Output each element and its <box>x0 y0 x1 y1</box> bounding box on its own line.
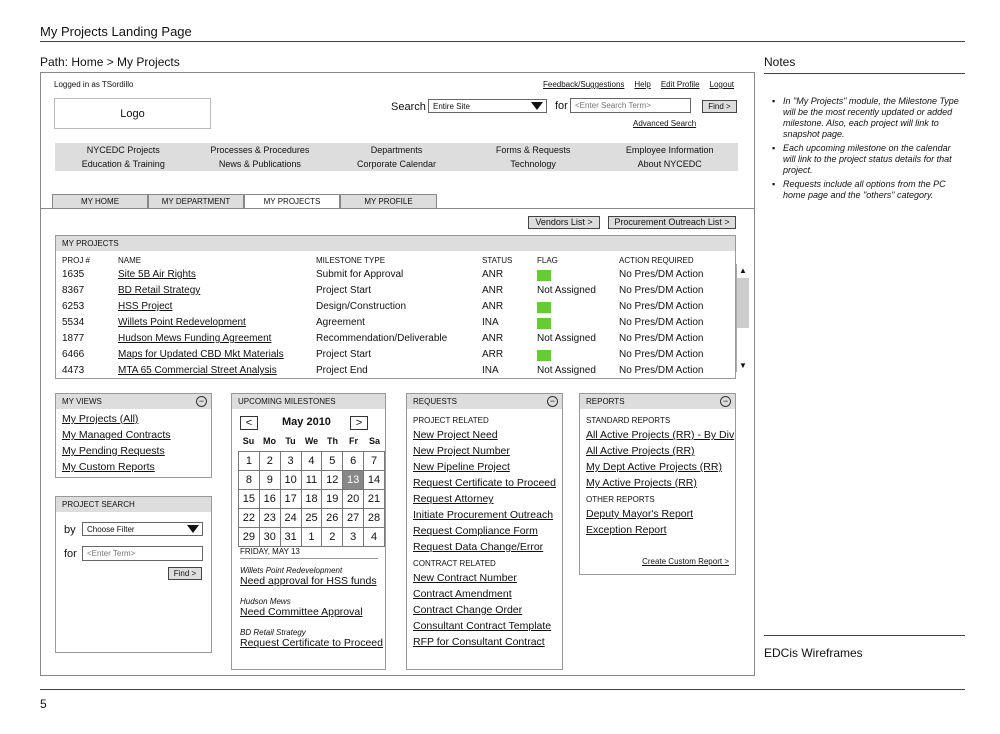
search-label: Search <box>391 101 426 113</box>
table-row[interactable] <box>56 348 731 364</box>
weekday: Sa <box>368 436 380 446</box>
filter-select[interactable] <box>82 522 203 536</box>
divider <box>40 689 965 690</box>
calendar-day[interactable]: 21 <box>364 490 385 509</box>
nav-item[interactable]: About NYCEDC <box>637 159 702 169</box>
milestone-project: Hudson Mews <box>240 597 291 606</box>
nav-item[interactable]: Departments <box>370 145 423 155</box>
search-scope-select[interactable] <box>428 99 547 113</box>
project-name-link[interactable]: HSS Project <box>118 301 173 312</box>
top-links <box>543 80 734 89</box>
status-cell: ARR <box>482 349 504 360</box>
prev-month-button[interactable]: < <box>240 416 258 430</box>
selected-date: FRIDAY, MAY 13 <box>240 547 300 556</box>
project-name-link[interactable]: Site 5B Air Rights <box>118 269 196 280</box>
status-cell: ANR <box>482 269 504 280</box>
tab-bar <box>52 194 437 209</box>
calendar-day[interactable]: 19 <box>322 490 343 509</box>
flag-indicator <box>537 318 551 329</box>
my-views-title: MY VIEWS <box>62 397 102 406</box>
help-link[interactable]: Help <box>634 80 651 89</box>
report-link[interactable]: Exception Report <box>586 524 667 536</box>
project-related-label: PROJECT RELATED <box>413 416 489 425</box>
calendar-day[interactable]: 18 <box>301 490 322 509</box>
proj-id-cell: 6253 <box>62 301 85 312</box>
calendar-day[interactable]: 2 <box>259 452 280 471</box>
edit-profile-link[interactable]: Edit Profile <box>660 80 700 89</box>
calendar-day[interactable]: 7 <box>364 452 385 471</box>
main-nav <box>55 143 738 171</box>
collapse-icon[interactable]: − <box>720 396 731 407</box>
my-views-header <box>56 394 211 409</box>
calendar-day[interactable]: 16 <box>259 490 280 509</box>
calendar-day[interactable]: 3 <box>343 528 364 547</box>
requests-title: REQUESTS <box>413 397 458 406</box>
note-item: ▪ In "My Projects" module, the Milestone Type will be the most recently updated or added milestone. Also, each project will link to snapshot page. <box>770 96 960 140</box>
project-name-link[interactable]: Willets Point Redevelopment <box>118 317 246 328</box>
calendar-day[interactable]: 11 <box>301 471 322 490</box>
procurement-outreach-button[interactable]: Procurement Outreach List > <box>608 216 736 229</box>
notes-list <box>770 96 960 204</box>
flag-cell: Not Assigned <box>537 365 596 376</box>
calendar-day[interactable]: 25 <box>301 509 322 528</box>
status-cell: INA <box>482 317 499 328</box>
vendors-list-button[interactable]: Vendors List > <box>528 216 600 229</box>
milestone-link[interactable]: Need Committee Approval <box>240 606 363 618</box>
flag-cell: Not Assigned <box>537 285 596 296</box>
tab-my-department[interactable]: MY DEPARTMENT <box>148 194 244 209</box>
nav-item[interactable]: Employee Information <box>625 145 714 155</box>
requests-header <box>407 394 562 409</box>
breadcrumb: Path: Home > My Projects <box>40 55 180 69</box>
request-link[interactable]: RFP for Consultant Contract <box>413 636 545 648</box>
my-pending-requests-link[interactable]: My Pending Requests <box>62 445 165 457</box>
table-row[interactable] <box>56 316 731 332</box>
tab-my-home[interactable]: MY HOME <box>52 194 148 209</box>
proj-id-cell: 4473 <box>62 365 85 376</box>
calendar-day[interactable]: 15 <box>239 490 260 509</box>
calendar-week <box>239 528 385 547</box>
milestone-cell: Design/Construction <box>316 301 407 312</box>
page-number: 5 <box>40 697 47 711</box>
request-link[interactable]: Request Compliance Form <box>413 525 538 537</box>
action-cell: No Pres/DM Action <box>619 317 704 328</box>
project-search-header: PROJECT SEARCH <box>56 497 211 512</box>
nav-item[interactable]: News & Publications <box>218 159 301 169</box>
my-managed-contracts-link[interactable]: My Managed Contracts <box>62 429 171 441</box>
column-header: FLAG <box>537 256 558 265</box>
create-custom-report-link[interactable]: Create Custom Report > <box>642 557 729 566</box>
status-cell: INA <box>482 365 499 376</box>
calendar-day[interactable]: 20 <box>343 490 364 509</box>
find-button[interactable]: Find > <box>168 567 202 580</box>
milestone-cell: Project Start <box>316 349 372 360</box>
divider <box>764 73 965 74</box>
project-name-link[interactable]: Hudson Mews Funding Agreement <box>118 333 272 344</box>
calendar-month: May 2010 <box>282 416 331 428</box>
nav-item[interactable]: NYCEDC Projects <box>86 145 160 155</box>
calendar-day[interactable]: 14 <box>364 471 385 490</box>
proj-id-cell: 1877 <box>62 333 85 344</box>
table-row[interactable] <box>56 268 731 284</box>
note-item: ▪ Each upcoming milestone on the calendar will link to the project status details for that project. <box>770 143 960 176</box>
collapse-icon[interactable]: − <box>547 396 558 407</box>
search-input[interactable] <box>570 98 691 113</box>
flag-cell: Not Assigned <box>537 333 596 344</box>
weekday: Mo <box>263 436 276 446</box>
scrollbar[interactable] <box>736 264 749 372</box>
project-name-link[interactable]: BD Retail Strategy <box>118 285 201 296</box>
scroll-thumb[interactable] <box>737 278 749 328</box>
request-link[interactable]: Consultant Contract Template <box>413 620 552 632</box>
my-views-panel <box>55 393 212 478</box>
notes-title: Notes <box>764 55 796 69</box>
request-link[interactable]: Contract Amendment <box>413 588 512 600</box>
milestone-project: Willets Point Redevelopment <box>240 566 343 575</box>
calendar-day[interactable]: 30 <box>259 528 280 547</box>
calendar-day[interactable]: 10 <box>280 471 301 490</box>
milestone-cell: Project End <box>316 365 368 376</box>
upcoming-milestones-panel <box>231 393 386 670</box>
calendar-day[interactable]: 24 <box>280 509 301 528</box>
calendar-day[interactable]: 9 <box>259 471 280 490</box>
report-link[interactable]: My Dept Active Projects (RR) <box>586 461 722 473</box>
logo[interactable]: Logo <box>54 98 211 129</box>
scroll-down-icon[interactable]: ▼ <box>739 361 747 370</box>
calendar-day[interactable]: 2 <box>322 528 343 547</box>
chevron-down-icon <box>187 525 199 533</box>
search-scope-value: Entire Site <box>433 102 470 111</box>
reports-panel <box>579 393 736 575</box>
reports-header <box>580 394 735 409</box>
requests-panel <box>406 393 563 670</box>
nav-item[interactable]: Processes & Procedures <box>210 145 310 155</box>
proj-id-cell: 1635 <box>62 269 85 280</box>
status-cell: ANR <box>482 301 504 312</box>
request-link[interactable]: New Project Need <box>413 429 498 441</box>
advanced-search-link[interactable]: Advanced Search <box>633 119 697 128</box>
request-link[interactable]: Initiate Procurement Outreach <box>413 509 554 521</box>
action-cell: No Pres/DM Action <box>619 285 704 296</box>
standard-reports-label: STANDARD REPORTS <box>586 416 671 425</box>
column-header: MILESTONE TYPE <box>316 256 386 265</box>
calendar-day[interactable]: 29 <box>239 528 260 547</box>
table-row[interactable] <box>56 332 731 348</box>
project-name-link[interactable]: MTA 65 Commercial Street Analysis <box>118 365 277 376</box>
request-link[interactable]: Request Certificate to Proceed <box>413 477 556 489</box>
milestone-cell: Agreement <box>316 317 365 328</box>
action-cell: No Pres/DM Action <box>619 301 704 312</box>
report-link[interactable]: All Active Projects (RR) <box>586 445 695 457</box>
calendar-day[interactable]: 3 <box>280 452 301 471</box>
column-header: ACTION REQUIRED <box>619 256 694 265</box>
calendar-week <box>239 490 385 509</box>
calendar-day[interactable]: 8 <box>239 471 260 490</box>
calendar-day[interactable]: 23 <box>259 509 280 528</box>
report-link[interactable]: Deputy Mayor's Report <box>586 508 694 520</box>
status-cell: ANR <box>482 333 504 344</box>
logged-in-label: Logged in as TSordillo <box>54 80 134 89</box>
calendar-day[interactable]: 4 <box>364 528 385 547</box>
proj-id-cell: 5534 <box>62 317 85 328</box>
my-projects-panel <box>55 235 747 379</box>
action-cell: No Pres/DM Action <box>619 349 704 360</box>
filter-value: Choose Filter <box>87 525 135 534</box>
status-cell: ANR <box>482 285 504 296</box>
flag-indicator <box>537 270 551 281</box>
milestones-header: UPCOMING MILESTONES <box>232 394 385 409</box>
project-name-link[interactable]: Maps for Updated CBD Mkt Materials <box>118 349 284 360</box>
weekday-header <box>238 436 385 446</box>
request-link[interactable]: Request Attorney <box>413 493 494 505</box>
calendar-day[interactable]: 1 <box>301 528 322 547</box>
request-link[interactable]: New Contract Number <box>413 572 517 584</box>
my-projects-all-link[interactable]: My Projects (All) <box>62 413 139 425</box>
calendar-day[interactable]: 6 <box>343 452 364 471</box>
tab-divider <box>40 208 755 209</box>
calendar-day[interactable]: 26 <box>322 509 343 528</box>
request-link[interactable]: Request Data Change/Error <box>413 541 544 553</box>
milestone-link[interactable]: Need approval for HSS funds <box>240 575 377 587</box>
divider <box>764 635 965 636</box>
calendar-day[interactable]: 28 <box>364 509 385 528</box>
action-cell: No Pres/DM Action <box>619 333 704 344</box>
my-custom-reports-link[interactable]: My Custom Reports <box>62 461 155 473</box>
page-title: My Projects Landing Page <box>40 24 192 39</box>
scroll-up-icon[interactable]: ▲ <box>739 266 747 275</box>
nav-item[interactable]: Technology <box>510 159 556 169</box>
weekday: Su <box>242 436 255 446</box>
calendar-day[interactable]: 31 <box>280 528 301 547</box>
chevron-down-icon <box>531 102 543 110</box>
wireframe-label: EDCis Wireframes <box>764 646 863 660</box>
term-input[interactable] <box>82 546 203 561</box>
calendar-day[interactable]: 22 <box>239 509 260 528</box>
logout-link[interactable]: Logout <box>709 80 734 89</box>
weekday: Th <box>327 436 338 446</box>
weekday: Fr <box>349 436 358 446</box>
tab-my-profile[interactable]: MY PROFILE <box>340 194 437 209</box>
milestone-project: BD Retail Strategy <box>240 628 306 637</box>
weekday: We <box>304 436 319 446</box>
calendar-day[interactable]: 13 <box>343 471 364 490</box>
next-month-button[interactable]: > <box>350 416 368 430</box>
table-row[interactable] <box>56 284 731 300</box>
calendar-day[interactable]: 27 <box>343 509 364 528</box>
action-cell: No Pres/DM Action <box>619 269 704 280</box>
nav-item[interactable]: Education & Training <box>81 159 165 169</box>
find-button[interactable]: Find > <box>702 100 737 113</box>
flag-indicator <box>537 350 551 361</box>
weekday: Tu <box>285 436 296 446</box>
note-item: ▪ Requests include all options from the PC home page and the "others" category. <box>770 179 960 201</box>
calendar-day[interactable]: 5 <box>322 452 343 471</box>
table-row[interactable] <box>56 300 731 316</box>
milestone-cell: Project Start <box>316 285 372 296</box>
for-label: for <box>64 548 77 560</box>
calendar-day[interactable]: 12 <box>322 471 343 490</box>
milestone-cell: Recommendation/Deliverable <box>316 333 448 344</box>
calendar-day[interactable]: 1 <box>239 452 260 471</box>
column-header: NAME <box>118 256 142 265</box>
action-cell: No Pres/DM Action <box>619 365 704 376</box>
request-link[interactable]: New Pipeline Project <box>413 461 510 473</box>
reports-title: REPORTS <box>586 397 625 406</box>
column-header: STATUS <box>482 256 513 265</box>
report-link[interactable]: My Active Projects (RR) <box>586 477 697 489</box>
milestone-cell: Submit for Approval <box>316 269 404 280</box>
tab-my-projects[interactable]: MY PROJECTS <box>244 194 340 209</box>
nav-item[interactable]: Forms & Requests <box>495 145 571 155</box>
table-row[interactable] <box>56 364 731 380</box>
proj-id-cell: 8367 <box>62 285 85 296</box>
contract-related-label: CONTRACT RELATED <box>413 559 496 568</box>
calendar-day[interactable]: 4 <box>301 452 322 471</box>
calendar-day[interactable]: 17 <box>280 490 301 509</box>
request-link[interactable]: New Project Number <box>413 445 510 457</box>
my-projects-header: MY PROJECTS <box>56 236 735 251</box>
nav-item[interactable]: Corporate Calendar <box>356 159 437 169</box>
report-link[interactable]: All Active Projects (RR) - By Div <box>586 429 735 441</box>
calendar-week <box>239 471 385 490</box>
divider <box>40 41 965 42</box>
calendar-grid <box>238 451 385 547</box>
feedback-link[interactable]: Feedback/Suggestions <box>543 80 625 89</box>
for-label: for <box>555 100 568 112</box>
calendar-week <box>239 509 385 528</box>
other-reports-label: OTHER REPORTS <box>586 495 655 504</box>
request-link[interactable]: Contract Change Order <box>413 604 523 616</box>
wireframe-frame <box>40 72 755 676</box>
column-header: PROJ # <box>62 256 91 265</box>
by-label: by <box>64 524 76 536</box>
proj-id-cell: 6466 <box>62 349 85 360</box>
flag-indicator <box>537 302 551 313</box>
collapse-icon[interactable]: − <box>196 396 207 407</box>
calendar-week <box>239 452 385 471</box>
milestone-link[interactable]: Request Certificate to Proceed <box>240 637 383 649</box>
project-search-panel <box>55 496 212 653</box>
